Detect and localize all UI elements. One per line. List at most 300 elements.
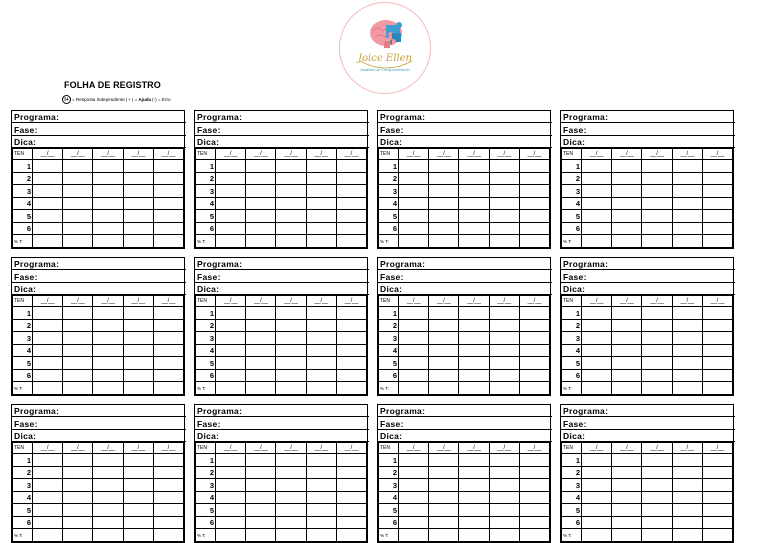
trial-cell[interactable] xyxy=(642,479,672,492)
dica-label[interactable]: Dica: xyxy=(378,136,552,148)
trial-cell[interactable] xyxy=(399,319,429,332)
trial-cell[interactable] xyxy=(612,307,642,320)
pct-cell[interactable] xyxy=(246,382,276,395)
ten-date-cell[interactable]: __/__ xyxy=(582,443,612,454)
trial-cell[interactable] xyxy=(306,466,336,479)
trial-cell[interactable] xyxy=(246,222,276,235)
trial-cell[interactable] xyxy=(519,185,549,198)
trial-cell[interactable] xyxy=(642,307,672,320)
trial-cell[interactable] xyxy=(399,197,429,210)
programa-label[interactable]: Programa: xyxy=(195,258,369,270)
trial-cell[interactable] xyxy=(216,479,246,492)
trial-cell[interactable] xyxy=(123,160,153,173)
ten-date-cell[interactable]: __/__ xyxy=(33,443,63,454)
pct-cell[interactable] xyxy=(33,382,63,395)
trial-cell[interactable] xyxy=(429,222,459,235)
trial-cell[interactable] xyxy=(123,479,153,492)
trial-cell[interactable] xyxy=(702,210,732,223)
trial-cell[interactable] xyxy=(33,185,63,198)
trial-cell[interactable] xyxy=(519,344,549,357)
ten-date-cell[interactable]: __/__ xyxy=(93,296,123,307)
trial-cell[interactable] xyxy=(246,479,276,492)
trial-cell[interactable] xyxy=(642,332,672,345)
trial-cell[interactable] xyxy=(216,504,246,517)
pct-cell[interactable] xyxy=(429,529,459,542)
trial-cell[interactable] xyxy=(153,369,183,382)
ten-date-cell[interactable]: __/__ xyxy=(642,443,672,454)
trial-cell[interactable] xyxy=(519,222,549,235)
trial-cell[interactable] xyxy=(582,185,612,198)
ten-date-cell[interactable]: __/__ xyxy=(306,149,336,160)
trial-cell[interactable] xyxy=(93,491,123,504)
ten-date-cell[interactable]: __/__ xyxy=(702,443,732,454)
trial-cell[interactable] xyxy=(429,319,459,332)
pct-cell[interactable] xyxy=(429,235,459,248)
trial-cell[interactable] xyxy=(276,491,306,504)
trial-cell[interactable] xyxy=(399,307,429,320)
ten-date-cell[interactable]: __/__ xyxy=(582,296,612,307)
pct-cell[interactable] xyxy=(153,529,183,542)
ten-date-cell[interactable]: __/__ xyxy=(429,443,459,454)
trial-cell[interactable] xyxy=(519,210,549,223)
trial-cell[interactable] xyxy=(399,332,429,345)
trial-cell[interactable] xyxy=(489,454,519,467)
trial-cell[interactable] xyxy=(702,504,732,517)
trial-cell[interactable] xyxy=(93,172,123,185)
trial-cell[interactable] xyxy=(216,516,246,529)
pct-cell[interactable] xyxy=(153,382,183,395)
trial-cell[interactable] xyxy=(306,344,336,357)
ten-date-cell[interactable]: __/__ xyxy=(399,296,429,307)
trial-cell[interactable] xyxy=(153,307,183,320)
ten-date-cell[interactable]: __/__ xyxy=(93,443,123,454)
ten-date-cell[interactable]: __/__ xyxy=(612,296,642,307)
trial-cell[interactable] xyxy=(216,491,246,504)
pct-cell[interactable] xyxy=(246,529,276,542)
trial-cell[interactable] xyxy=(216,307,246,320)
trial-cell[interactable] xyxy=(216,344,246,357)
trial-cell[interactable] xyxy=(702,491,732,504)
trial-cell[interactable] xyxy=(63,516,93,529)
trial-cell[interactable] xyxy=(306,222,336,235)
ten-date-cell[interactable]: __/__ xyxy=(459,443,489,454)
trial-cell[interactable] xyxy=(276,210,306,223)
trial-cell[interactable] xyxy=(123,516,153,529)
trial-cell[interactable] xyxy=(459,466,489,479)
trial-cell[interactable] xyxy=(642,210,672,223)
trial-cell[interactable] xyxy=(582,172,612,185)
programa-label[interactable]: Programa: xyxy=(12,405,186,417)
pct-cell[interactable] xyxy=(93,235,123,248)
ten-date-cell[interactable]: __/__ xyxy=(216,149,246,160)
trial-cell[interactable] xyxy=(642,222,672,235)
trial-cell[interactable] xyxy=(276,454,306,467)
programa-label[interactable]: Programa: xyxy=(378,405,552,417)
ten-date-cell[interactable]: __/__ xyxy=(489,443,519,454)
trial-cell[interactable] xyxy=(642,357,672,370)
ten-date-cell[interactable]: __/__ xyxy=(216,443,246,454)
trial-cell[interactable] xyxy=(306,197,336,210)
trial-cell[interactable] xyxy=(123,332,153,345)
trial-cell[interactable] xyxy=(642,172,672,185)
trial-cell[interactable] xyxy=(33,466,63,479)
trial-cell[interactable] xyxy=(672,307,702,320)
ten-date-cell[interactable]: __/__ xyxy=(336,149,366,160)
ten-date-cell[interactable]: __/__ xyxy=(276,296,306,307)
trial-cell[interactable] xyxy=(306,491,336,504)
pct-cell[interactable] xyxy=(399,382,429,395)
ten-date-cell[interactable]: __/__ xyxy=(276,443,306,454)
trial-cell[interactable] xyxy=(459,369,489,382)
ten-date-cell[interactable]: __/__ xyxy=(519,296,549,307)
trial-cell[interactable] xyxy=(459,222,489,235)
dica-label[interactable]: Dica: xyxy=(195,283,369,295)
dica-label[interactable]: Dica: xyxy=(378,430,552,442)
trial-cell[interactable] xyxy=(672,319,702,332)
trial-cell[interactable] xyxy=(429,466,459,479)
trial-cell[interactable] xyxy=(429,344,459,357)
trial-cell[interactable] xyxy=(246,466,276,479)
trial-cell[interactable] xyxy=(246,491,276,504)
pct-cell[interactable] xyxy=(672,529,702,542)
pct-cell[interactable] xyxy=(702,235,732,248)
trial-cell[interactable] xyxy=(702,197,732,210)
trial-cell[interactable] xyxy=(336,197,366,210)
trial-cell[interactable] xyxy=(582,504,612,517)
trial-cell[interactable] xyxy=(336,319,366,332)
trial-cell[interactable] xyxy=(672,357,702,370)
trial-cell[interactable] xyxy=(336,454,366,467)
pct-cell[interactable] xyxy=(399,235,429,248)
pct-cell[interactable] xyxy=(216,382,246,395)
pct-cell[interactable] xyxy=(582,382,612,395)
trial-cell[interactable] xyxy=(216,222,246,235)
pct-cell[interactable] xyxy=(276,382,306,395)
trial-cell[interactable] xyxy=(672,466,702,479)
trial-cell[interactable] xyxy=(672,504,702,517)
trial-cell[interactable] xyxy=(306,454,336,467)
ten-date-cell[interactable]: __/__ xyxy=(429,149,459,160)
trial-cell[interactable] xyxy=(216,369,246,382)
programa-label[interactable]: Programa: xyxy=(195,405,369,417)
pct-cell[interactable] xyxy=(399,529,429,542)
trial-cell[interactable] xyxy=(399,454,429,467)
trial-cell[interactable] xyxy=(246,504,276,517)
trial-cell[interactable] xyxy=(93,210,123,223)
trial-cell[interactable] xyxy=(702,307,732,320)
trial-cell[interactable] xyxy=(459,319,489,332)
ten-date-cell[interactable]: __/__ xyxy=(153,149,183,160)
pct-cell[interactable] xyxy=(33,235,63,248)
trial-cell[interactable] xyxy=(489,344,519,357)
trial-cell[interactable] xyxy=(336,185,366,198)
trial-cell[interactable] xyxy=(642,504,672,517)
trial-cell[interactable] xyxy=(153,466,183,479)
trial-cell[interactable] xyxy=(246,160,276,173)
trial-cell[interactable] xyxy=(93,197,123,210)
trial-cell[interactable] xyxy=(582,369,612,382)
trial-cell[interactable] xyxy=(246,307,276,320)
trial-cell[interactable] xyxy=(642,516,672,529)
trial-cell[interactable] xyxy=(612,197,642,210)
trial-cell[interactable] xyxy=(399,516,429,529)
trial-cell[interactable] xyxy=(276,516,306,529)
ten-date-cell[interactable]: __/__ xyxy=(672,296,702,307)
trial-cell[interactable] xyxy=(672,222,702,235)
ten-date-cell[interactable]: __/__ xyxy=(153,443,183,454)
trial-cell[interactable] xyxy=(336,491,366,504)
trial-cell[interactable] xyxy=(276,344,306,357)
trial-cell[interactable] xyxy=(459,307,489,320)
programa-label[interactable]: Programa: xyxy=(561,405,735,417)
trial-cell[interactable] xyxy=(123,172,153,185)
fase-label[interactable]: Fase: xyxy=(12,271,186,283)
trial-cell[interactable] xyxy=(276,357,306,370)
trial-cell[interactable] xyxy=(399,344,429,357)
trial-cell[interactable] xyxy=(33,319,63,332)
trial-cell[interactable] xyxy=(336,172,366,185)
trial-cell[interactable] xyxy=(459,344,489,357)
trial-cell[interactable] xyxy=(702,319,732,332)
trial-cell[interactable] xyxy=(642,491,672,504)
trial-cell[interactable] xyxy=(489,197,519,210)
trial-cell[interactable] xyxy=(153,172,183,185)
trial-cell[interactable] xyxy=(33,344,63,357)
trial-cell[interactable] xyxy=(702,369,732,382)
trial-cell[interactable] xyxy=(429,197,459,210)
trial-cell[interactable] xyxy=(123,197,153,210)
trial-cell[interactable] xyxy=(123,466,153,479)
ten-date-cell[interactable]: __/__ xyxy=(399,443,429,454)
trial-cell[interactable] xyxy=(63,491,93,504)
ten-date-cell[interactable]: __/__ xyxy=(246,443,276,454)
ten-date-cell[interactable]: __/__ xyxy=(216,296,246,307)
trial-cell[interactable] xyxy=(93,466,123,479)
trial-cell[interactable] xyxy=(582,332,612,345)
trial-cell[interactable] xyxy=(63,466,93,479)
trial-cell[interactable] xyxy=(459,332,489,345)
trial-cell[interactable] xyxy=(612,466,642,479)
dica-label[interactable]: Dica: xyxy=(195,430,369,442)
fase-label[interactable]: Fase: xyxy=(378,124,552,136)
trial-cell[interactable] xyxy=(276,222,306,235)
trial-cell[interactable] xyxy=(336,222,366,235)
trial-cell[interactable] xyxy=(702,466,732,479)
trial-cell[interactable] xyxy=(459,516,489,529)
trial-cell[interactable] xyxy=(93,454,123,467)
ten-date-cell[interactable]: __/__ xyxy=(702,149,732,160)
trial-cell[interactable] xyxy=(459,210,489,223)
trial-cell[interactable] xyxy=(702,344,732,357)
trial-cell[interactable] xyxy=(153,222,183,235)
programa-label[interactable]: Programa: xyxy=(378,258,552,270)
trial-cell[interactable] xyxy=(459,479,489,492)
trial-cell[interactable] xyxy=(216,197,246,210)
trial-cell[interactable] xyxy=(519,504,549,517)
trial-cell[interactable] xyxy=(612,454,642,467)
trial-cell[interactable] xyxy=(93,160,123,173)
trial-cell[interactable] xyxy=(702,332,732,345)
trial-cell[interactable] xyxy=(429,504,459,517)
trial-cell[interactable] xyxy=(582,319,612,332)
trial-cell[interactable] xyxy=(582,222,612,235)
trial-cell[interactable] xyxy=(582,479,612,492)
ten-date-cell[interactable]: __/__ xyxy=(519,149,549,160)
trial-cell[interactable] xyxy=(153,332,183,345)
trial-cell[interactable] xyxy=(612,357,642,370)
ten-date-cell[interactable]: __/__ xyxy=(672,149,702,160)
ten-date-cell[interactable]: __/__ xyxy=(672,443,702,454)
trial-cell[interactable] xyxy=(33,479,63,492)
trial-cell[interactable] xyxy=(519,197,549,210)
trial-cell[interactable] xyxy=(216,357,246,370)
trial-cell[interactable] xyxy=(642,185,672,198)
trial-cell[interactable] xyxy=(93,479,123,492)
trial-cell[interactable] xyxy=(519,332,549,345)
trial-cell[interactable] xyxy=(399,369,429,382)
trial-cell[interactable] xyxy=(246,332,276,345)
trial-cell[interactable] xyxy=(582,344,612,357)
trial-cell[interactable] xyxy=(153,516,183,529)
pct-cell[interactable] xyxy=(702,382,732,395)
pct-cell[interactable] xyxy=(306,235,336,248)
trial-cell[interactable] xyxy=(336,466,366,479)
trial-cell[interactable] xyxy=(612,344,642,357)
ten-date-cell[interactable]: __/__ xyxy=(63,443,93,454)
trial-cell[interactable] xyxy=(153,185,183,198)
pct-cell[interactable] xyxy=(336,382,366,395)
trial-cell[interactable] xyxy=(306,369,336,382)
trial-cell[interactable] xyxy=(489,332,519,345)
trial-cell[interactable] xyxy=(672,516,702,529)
trial-cell[interactable] xyxy=(93,344,123,357)
trial-cell[interactable] xyxy=(459,172,489,185)
trial-cell[interactable] xyxy=(672,491,702,504)
fase-label[interactable]: Fase: xyxy=(12,418,186,430)
dica-label[interactable]: Dica: xyxy=(378,283,552,295)
trial-cell[interactable] xyxy=(582,307,612,320)
trial-cell[interactable] xyxy=(612,369,642,382)
trial-cell[interactable] xyxy=(459,185,489,198)
trial-cell[interactable] xyxy=(489,319,519,332)
pct-cell[interactable] xyxy=(489,382,519,395)
trial-cell[interactable] xyxy=(702,516,732,529)
ten-date-cell[interactable]: __/__ xyxy=(582,149,612,160)
trial-cell[interactable] xyxy=(672,332,702,345)
trial-cell[interactable] xyxy=(153,479,183,492)
trial-cell[interactable] xyxy=(489,172,519,185)
trial-cell[interactable] xyxy=(642,319,672,332)
trial-cell[interactable] xyxy=(489,491,519,504)
trial-cell[interactable] xyxy=(702,172,732,185)
trial-cell[interactable] xyxy=(399,172,429,185)
trial-cell[interactable] xyxy=(123,357,153,370)
trial-cell[interactable] xyxy=(489,357,519,370)
trial-cell[interactable] xyxy=(612,479,642,492)
trial-cell[interactable] xyxy=(33,172,63,185)
trial-cell[interactable] xyxy=(63,479,93,492)
trial-cell[interactable] xyxy=(246,197,276,210)
trial-cell[interactable] xyxy=(123,344,153,357)
trial-cell[interactable] xyxy=(276,185,306,198)
pct-cell[interactable] xyxy=(306,529,336,542)
trial-cell[interactable] xyxy=(63,357,93,370)
ten-date-cell[interactable]: __/__ xyxy=(399,149,429,160)
programa-label[interactable]: Programa: xyxy=(561,258,735,270)
trial-cell[interactable] xyxy=(642,369,672,382)
trial-cell[interactable] xyxy=(399,357,429,370)
trial-cell[interactable] xyxy=(429,516,459,529)
dica-label[interactable]: Dica: xyxy=(12,430,186,442)
pct-cell[interactable] xyxy=(582,235,612,248)
trial-cell[interactable] xyxy=(702,479,732,492)
trial-cell[interactable] xyxy=(153,210,183,223)
pct-cell[interactable] xyxy=(306,382,336,395)
trial-cell[interactable] xyxy=(429,357,459,370)
trial-cell[interactable] xyxy=(63,369,93,382)
trial-cell[interactable] xyxy=(642,454,672,467)
trial-cell[interactable] xyxy=(459,454,489,467)
trial-cell[interactable] xyxy=(429,172,459,185)
pct-cell[interactable] xyxy=(459,529,489,542)
trial-cell[interactable] xyxy=(216,332,246,345)
trial-cell[interactable] xyxy=(336,369,366,382)
trial-cell[interactable] xyxy=(246,454,276,467)
pct-cell[interactable] xyxy=(672,382,702,395)
trial-cell[interactable] xyxy=(276,466,306,479)
ten-date-cell[interactable]: __/__ xyxy=(306,296,336,307)
trial-cell[interactable] xyxy=(33,357,63,370)
dica-label[interactable]: Dica: xyxy=(12,136,186,148)
trial-cell[interactable] xyxy=(33,307,63,320)
trial-cell[interactable] xyxy=(63,504,93,517)
pct-cell[interactable] xyxy=(336,529,366,542)
ten-date-cell[interactable]: __/__ xyxy=(123,149,153,160)
trial-cell[interactable] xyxy=(582,210,612,223)
trial-cell[interactable] xyxy=(489,222,519,235)
pct-cell[interactable] xyxy=(582,529,612,542)
pct-cell[interactable] xyxy=(123,235,153,248)
trial-cell[interactable] xyxy=(123,369,153,382)
trial-cell[interactable] xyxy=(33,197,63,210)
trial-cell[interactable] xyxy=(612,160,642,173)
fase-label[interactable]: Fase: xyxy=(378,418,552,430)
ten-date-cell[interactable]: __/__ xyxy=(702,296,732,307)
programa-label[interactable]: Programa: xyxy=(12,258,186,270)
trial-cell[interactable] xyxy=(63,185,93,198)
fase-label[interactable]: Fase: xyxy=(12,124,186,136)
pct-cell[interactable] xyxy=(336,235,366,248)
ten-date-cell[interactable]: __/__ xyxy=(153,296,183,307)
trial-cell[interactable] xyxy=(642,466,672,479)
pct-cell[interactable] xyxy=(519,382,549,395)
trial-cell[interactable] xyxy=(153,357,183,370)
trial-cell[interactable] xyxy=(519,319,549,332)
trial-cell[interactable] xyxy=(489,307,519,320)
trial-cell[interactable] xyxy=(216,466,246,479)
ten-date-cell[interactable]: __/__ xyxy=(246,149,276,160)
trial-cell[interactable] xyxy=(612,222,642,235)
trial-cell[interactable] xyxy=(459,160,489,173)
trial-cell[interactable] xyxy=(429,185,459,198)
trial-cell[interactable] xyxy=(153,504,183,517)
trial-cell[interactable] xyxy=(582,454,612,467)
trial-cell[interactable] xyxy=(702,185,732,198)
trial-cell[interactable] xyxy=(33,369,63,382)
trial-cell[interactable] xyxy=(246,210,276,223)
trial-cell[interactable] xyxy=(519,479,549,492)
trial-cell[interactable] xyxy=(246,357,276,370)
